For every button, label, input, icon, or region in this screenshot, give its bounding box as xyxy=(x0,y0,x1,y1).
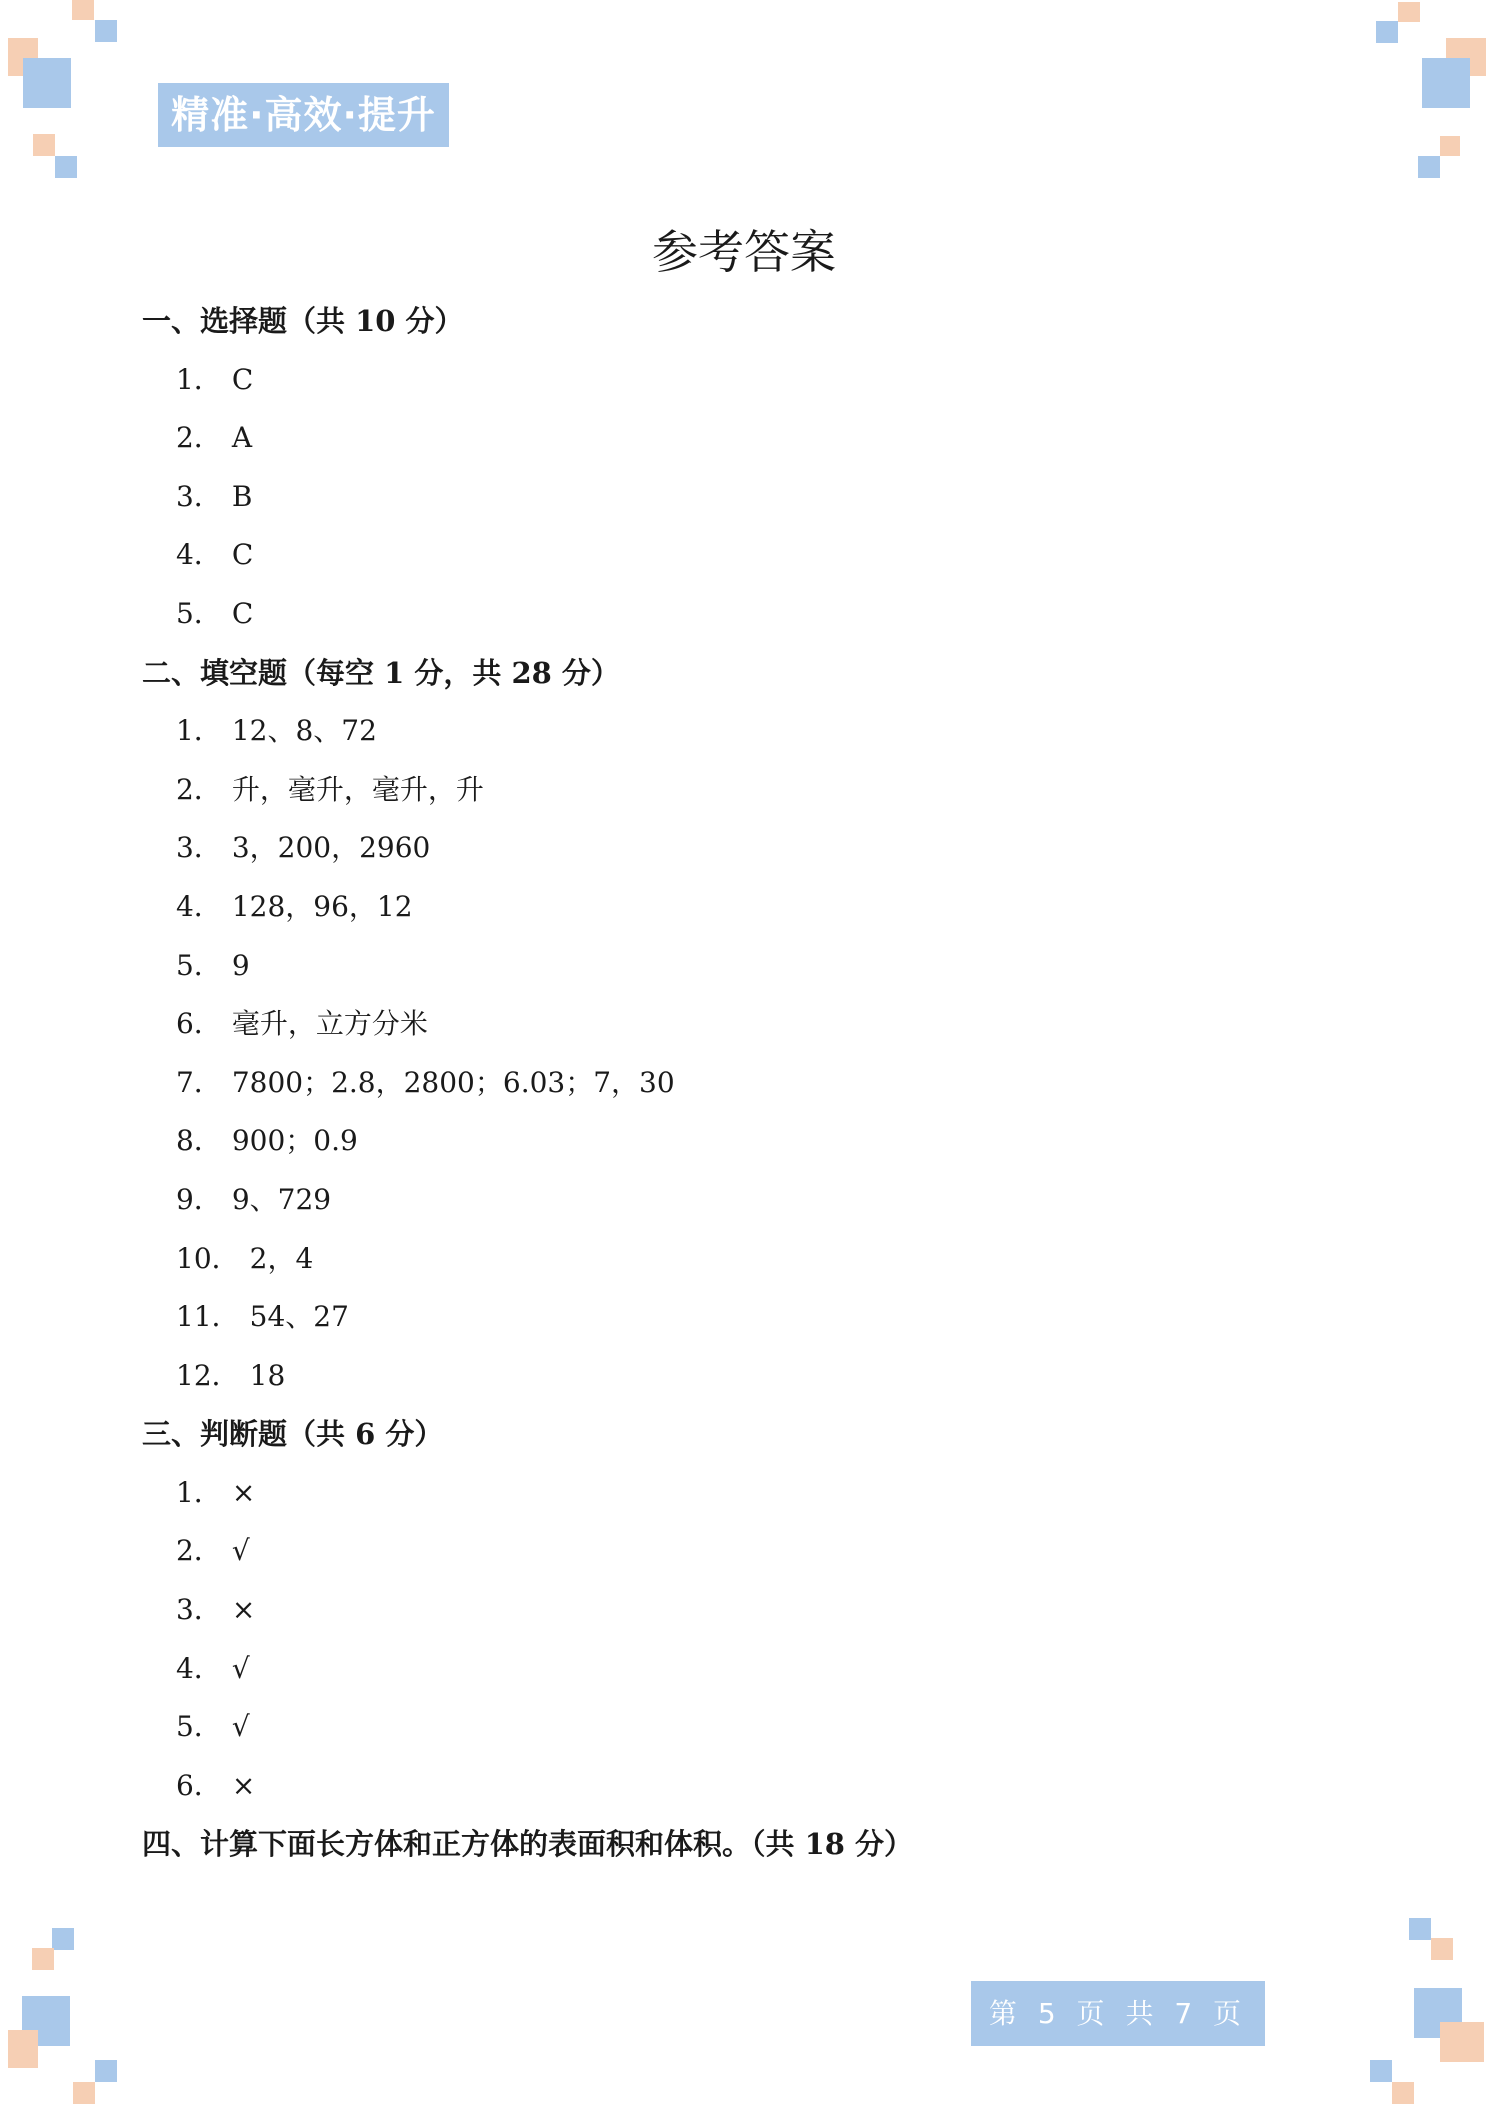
page-number-footer: 第 5 页 共 7 页 xyxy=(971,1981,1265,2046)
item-answer: 9、729 xyxy=(231,1182,332,1216)
item-number: 2． xyxy=(176,421,222,455)
item-answer: 900；0.9 xyxy=(231,1124,358,1158)
item-number: 3． xyxy=(176,479,222,513)
list-item xyxy=(142,761,1342,820)
list-item xyxy=(142,1230,1342,1289)
item-number: 5． xyxy=(176,1710,222,1744)
list-item xyxy=(142,878,1342,937)
item-answer: 3，200，2960 xyxy=(231,831,431,865)
list-item xyxy=(142,1581,1342,1640)
item-number: 5． xyxy=(176,948,222,982)
item-answer: C xyxy=(231,596,254,630)
item-number: 1． xyxy=(176,714,222,748)
item-answer: 18 xyxy=(249,1358,286,1392)
list-item xyxy=(142,1288,1342,1347)
item-number: 11． xyxy=(176,1300,240,1334)
section-multiple-choice xyxy=(142,292,1342,644)
page-title: 参考答案 xyxy=(652,225,836,279)
item-number: 2． xyxy=(176,772,222,806)
item-number: 9． xyxy=(176,1182,222,1216)
item-answer: A xyxy=(231,421,253,455)
list-item xyxy=(142,995,1342,1054)
list-item xyxy=(142,1054,1342,1113)
list-item xyxy=(142,1522,1342,1581)
section-calculation xyxy=(142,1815,1342,1874)
list-item xyxy=(142,351,1342,410)
item-answer: √ xyxy=(231,1534,250,1568)
item-number: 10． xyxy=(176,1241,240,1275)
item-number: 6． xyxy=(176,1768,222,1802)
list-item xyxy=(142,1171,1342,1230)
item-number: 7． xyxy=(176,1065,222,1099)
item-answer: × xyxy=(231,1593,256,1627)
item-number: 3． xyxy=(176,831,222,865)
item-answer: 12、8、72 xyxy=(231,714,377,748)
item-answer: 9 xyxy=(231,948,250,982)
item-answer: 升，毫升，毫升，升 xyxy=(231,772,484,806)
item-answer: × xyxy=(231,1475,256,1509)
list-item xyxy=(142,1112,1342,1171)
list-item xyxy=(142,526,1342,585)
item-answer: C xyxy=(231,538,254,572)
list-item xyxy=(142,1464,1342,1523)
item-number: 4． xyxy=(176,889,222,923)
item-answer: 128，96，12 xyxy=(231,889,413,923)
list-item xyxy=(142,1698,1342,1757)
list-item xyxy=(142,1757,1342,1816)
list-item xyxy=(142,1347,1342,1406)
item-answer: × xyxy=(231,1768,256,1802)
item-number: 8． xyxy=(176,1124,222,1158)
item-answer: 54、27 xyxy=(249,1300,349,1334)
list-item xyxy=(142,468,1342,527)
item-answer: 2，4 xyxy=(249,1241,314,1275)
item-number: 6． xyxy=(176,1007,222,1041)
item-answer: B xyxy=(231,479,253,513)
list-item xyxy=(142,702,1342,761)
item-number: 3． xyxy=(176,1593,222,1627)
section-title: 二、填空题（每空 1 分，共 28 分） xyxy=(142,655,620,690)
brand-banner: 精准·高效·提升 xyxy=(158,83,449,147)
list-item xyxy=(142,819,1342,878)
item-number: 5． xyxy=(176,596,222,630)
item-answer: √ xyxy=(231,1651,250,1685)
item-number: 4． xyxy=(176,1651,222,1685)
section-title: 一、选择题（共 10 分） xyxy=(142,304,464,338)
list-item xyxy=(142,409,1342,468)
item-answer: 毫升，立方分米 xyxy=(231,1007,428,1041)
section-title: 三、判断题（共 6 分） xyxy=(142,1417,444,1452)
list-item xyxy=(142,1640,1342,1699)
item-number: 12． xyxy=(176,1358,240,1392)
item-number: 1． xyxy=(176,362,222,396)
section-true-false xyxy=(142,1405,1342,1815)
answer-content xyxy=(142,292,1342,1874)
item-answer: 7800；2.8，2800；6.03；7，30 xyxy=(231,1065,675,1099)
item-answer: √ xyxy=(231,1710,250,1744)
item-number: 2． xyxy=(176,1534,222,1568)
section-fill-in-blank xyxy=(142,644,1342,1406)
list-item xyxy=(142,937,1342,996)
item-number: 1． xyxy=(176,1475,222,1509)
item-answer: C xyxy=(231,362,254,396)
section-title: 四、计算下面长方体和正方体的表面积和体积。（共 18 分） xyxy=(142,1827,914,1862)
item-number: 4． xyxy=(176,538,222,572)
list-item xyxy=(142,585,1342,644)
